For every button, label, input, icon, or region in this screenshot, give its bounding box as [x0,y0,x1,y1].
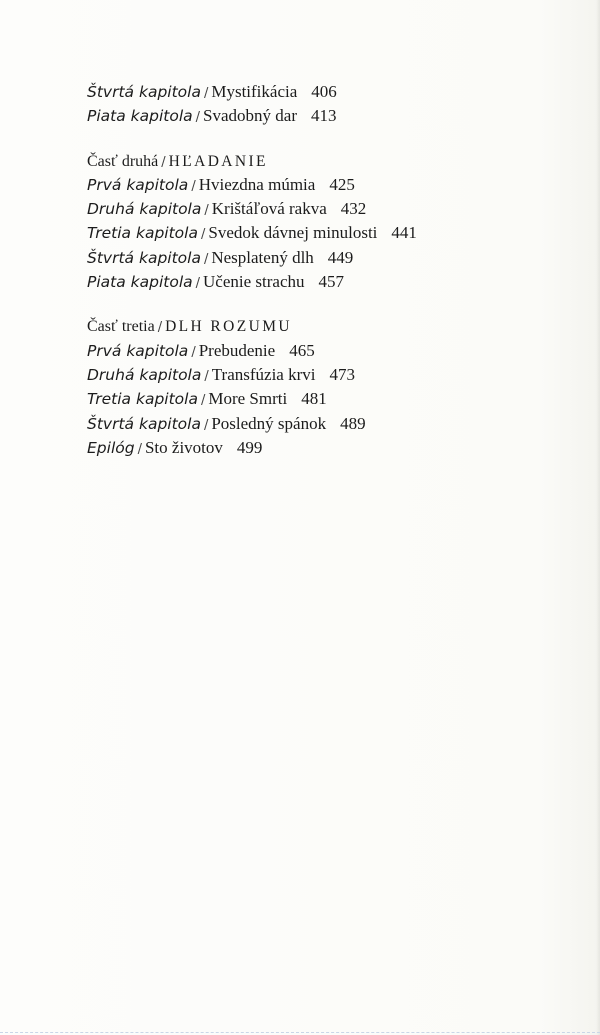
chapter-title: Svedok dávnej minulosti [208,223,378,243]
toc-entry [87,413,567,437]
page-number: 441 [391,223,417,243]
toc-part-two [87,150,567,296]
chapter-title: More Smrti [208,389,288,409]
part-separator: / [161,154,166,170]
toc-entry [87,364,567,388]
part-label: Časť druhá [87,152,159,170]
part-title: DLH ROZUMU [165,318,292,336]
chapter-label: Prvá kapitola [87,175,189,194]
chapter-title: Hviezdna múmia [198,174,316,194]
chapter-label: Tretia kapitola [87,224,198,243]
chapter-title: Transfúzia krvi [211,364,316,384]
part-separator: / [157,320,163,336]
page-number: 481 [301,389,327,409]
chapter-label: Piata kapitola [87,273,193,292]
toc-entry [87,222,567,246]
chapter-label: Štvrtá kapitola [87,83,201,101]
toc-entry [87,340,567,364]
part-heading [87,315,567,339]
part-label: Časť tretia [87,318,155,336]
scan-edge-artifact [0,1031,600,1033]
entry-separator: / [200,227,206,243]
entry-separator: / [137,441,142,457]
page-edge-shadow [596,0,600,1035]
chapter-label: Druhá kapitola [87,365,202,384]
chapter-title: Nesplatený dlh [211,247,314,267]
chapter-label: Štvrtá kapitola [87,414,201,433]
chapter-label: Piata kapitola [87,107,193,126]
page-number: 499 [236,437,263,457]
entry-separator: / [200,393,206,409]
chapter-label: Prvá kapitola [87,341,189,360]
entry-separator: / [203,417,209,433]
page-number: 425 [329,174,355,194]
page-number: 449 [327,247,354,267]
part-heading [87,150,567,174]
toc-entry [87,105,567,129]
chapter-label: Druhá kapitola [87,200,202,219]
chapter-label: Tretia kapitola [87,390,198,409]
toc-entry [87,81,567,105]
toc-entry [87,247,567,271]
toc-entry [87,437,567,461]
table-of-contents [87,81,567,481]
entry-separator: / [195,110,201,126]
chapter-title: Krištáľová rakva [211,199,327,219]
chapter-title: Prebudenie [198,340,276,360]
chapter-label: Epilóg [87,438,135,457]
toc-part-three [87,315,567,461]
toc-entry [87,174,567,198]
page-number: 406 [311,82,337,101]
entry-separator: / [203,251,209,267]
chapter-title: Mystifikácia [211,82,298,101]
page-number: 473 [329,364,355,384]
page-number: 413 [311,106,337,126]
chapter-title: Posledný spánok [211,413,327,433]
entry-separator: / [204,368,209,384]
toc-entry [87,271,567,295]
toc-continuation-block [87,81,567,130]
entry-separator: / [191,344,196,360]
entry-separator: / [195,276,201,292]
page-number: 489 [340,413,366,433]
chapter-label: Štvrtá kapitola [87,248,201,267]
page-number: 457 [318,272,345,292]
part-title: HĽADANIE [168,152,268,170]
chapter-title: Sto životov [144,437,223,457]
toc-entry [87,198,567,222]
page-number: 465 [289,340,315,360]
chapter-title: Svadobný dar [203,106,297,126]
chapter-title: Učenie strachu [203,272,305,292]
entry-separator: / [203,86,209,101]
toc-entry [87,388,567,412]
page-number: 432 [340,199,367,219]
entry-separator: / [191,178,196,194]
entry-separator: / [204,203,209,219]
